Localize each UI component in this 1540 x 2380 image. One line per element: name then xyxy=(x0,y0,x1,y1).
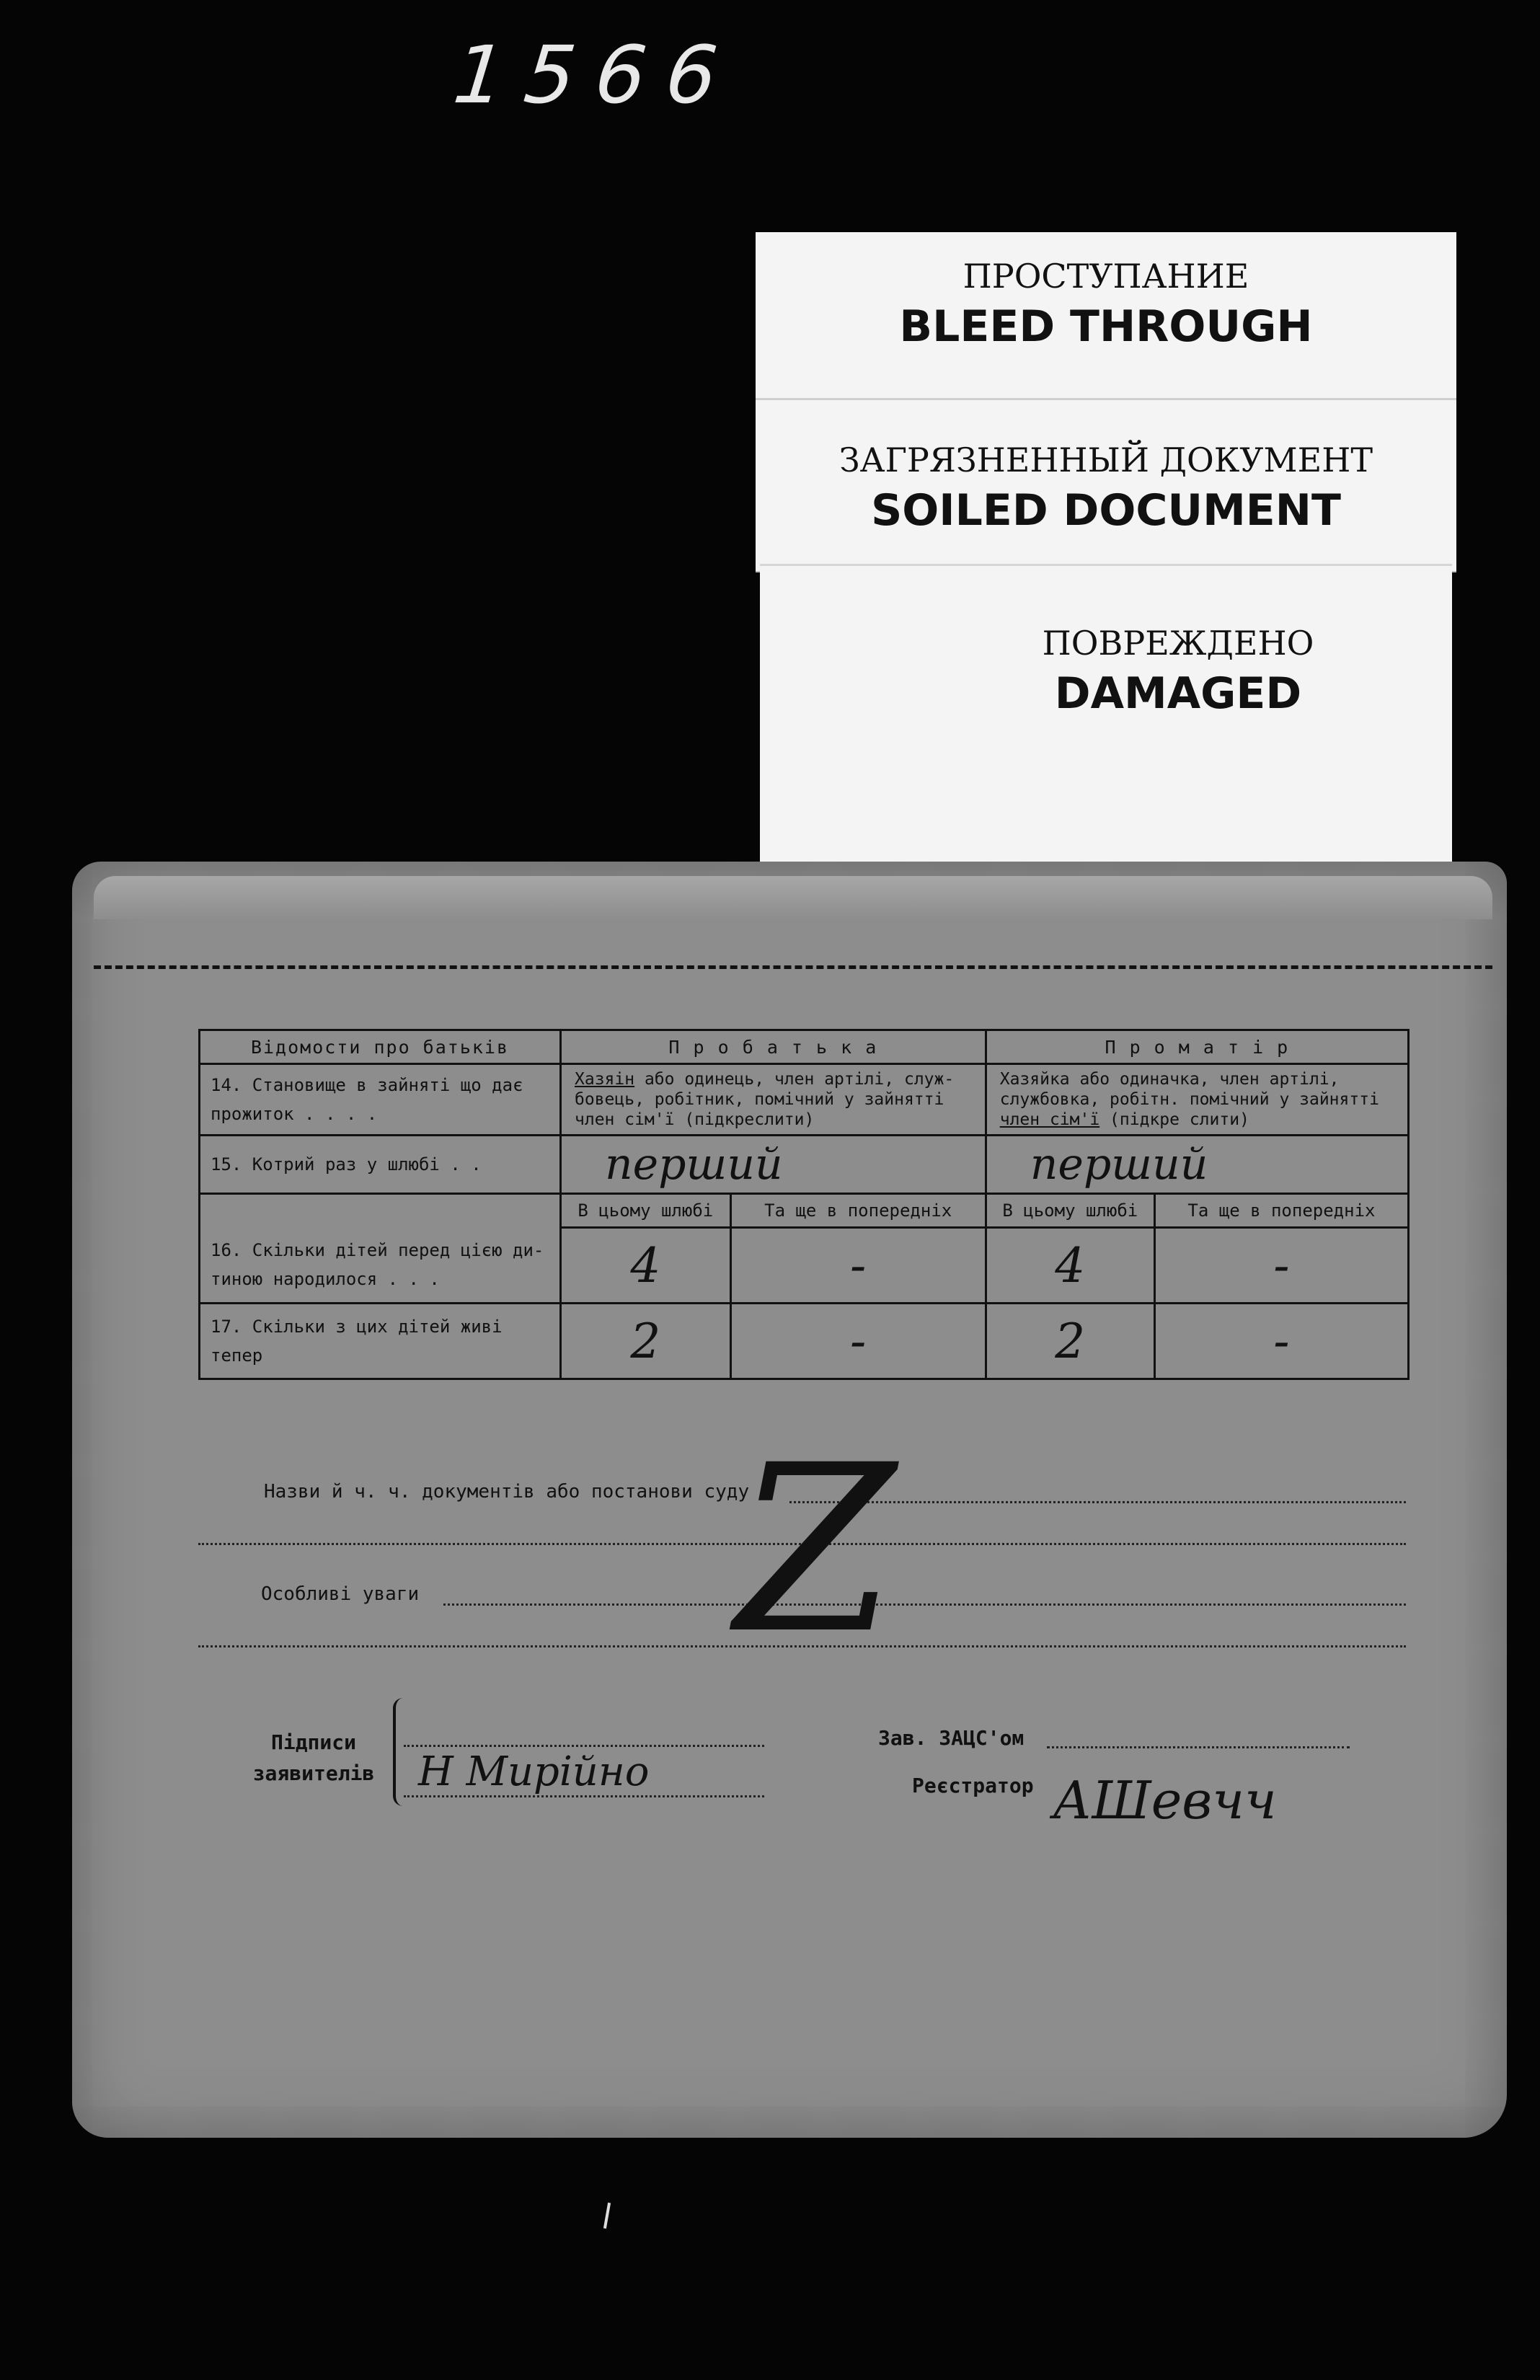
signature-line-2 xyxy=(404,1795,764,1797)
applicant-signature: Н Мирійно xyxy=(418,1748,650,1795)
selected-option: член сім'ї xyxy=(999,1110,1100,1129)
header-mother: П р о м а т і р xyxy=(986,1030,1408,1064)
row-16-label xyxy=(200,1228,561,1304)
table-row xyxy=(200,1064,1409,1136)
label-line: 16. Скільки дітей перед цією ди- xyxy=(211,1240,544,1261)
bleed-through-label xyxy=(756,232,1456,402)
applicants-label xyxy=(242,1730,386,1785)
label-line: Підписи xyxy=(270,1730,356,1754)
label-ru: ЗАГРЯЗНЕННЫЙ ДОКУМЕНТ xyxy=(838,441,1373,479)
label-line: 14. Становище в зайняті що дає xyxy=(211,1075,523,1095)
damaged-label xyxy=(760,564,1452,875)
fold-line xyxy=(94,965,1492,969)
documents-label: Назви й ч. ч. документів або постанови суду xyxy=(264,1481,750,1503)
label-en: DAMAGED xyxy=(1054,668,1302,719)
table-subheader-row xyxy=(200,1194,1409,1228)
notes-line xyxy=(443,1603,1406,1606)
registry-head-label: Зав. ЗАЦС'ом xyxy=(878,1726,1025,1750)
row-15-label: 15. Котрий раз у шлюбі . . xyxy=(200,1136,561,1194)
soiled-document-label xyxy=(756,398,1456,571)
table-header-row xyxy=(200,1030,1409,1064)
row-16-mother-previous: - xyxy=(1154,1228,1408,1304)
row-17-mother-current: 2 xyxy=(986,1304,1154,1379)
option-text: Хазяйка або одиначка, член артілі, службовка, робітн. помічний у зайнятті xyxy=(999,1070,1379,1109)
table-row xyxy=(200,1136,1409,1194)
row-15-mother: перший xyxy=(986,1136,1408,1194)
row-16-mother-current: 4 xyxy=(986,1228,1154,1304)
label-en: SOILED DOCUMENT xyxy=(871,485,1341,536)
row-14-father xyxy=(561,1064,986,1136)
label-line: тиною народилося . . . xyxy=(211,1269,440,1290)
row-14-label xyxy=(200,1064,561,1136)
row-17-mother-previous: - xyxy=(1154,1304,1408,1379)
row-15-father: перший xyxy=(561,1136,986,1194)
label-line: прожиток . . . . xyxy=(211,1104,378,1124)
label-en: BLEED THROUGH xyxy=(899,301,1313,352)
brace xyxy=(393,1698,403,1806)
row-17-label: 17. Скільки з цих дітей живі тепер xyxy=(200,1304,561,1379)
row-17-father-previous: - xyxy=(730,1304,986,1379)
row-16-father-previous: - xyxy=(730,1228,986,1304)
registrar-label: Реєстратор xyxy=(912,1774,1034,1797)
subheader-mother-previous: Та ще в попередніх xyxy=(1154,1194,1408,1228)
selected-option: Хазяін xyxy=(575,1070,635,1089)
registrar-signature: АШевчч xyxy=(1053,1770,1277,1831)
label-ru: ПОВРЕЖДЕНО xyxy=(1042,624,1314,663)
head-line xyxy=(1047,1746,1350,1748)
empty-cell xyxy=(200,1194,561,1228)
label-line: заявителів xyxy=(252,1761,375,1785)
frame-number: 1566 xyxy=(449,29,742,121)
option-text: (підкре слити) xyxy=(1099,1110,1249,1129)
subheader-mother-current: В цьому шлюбі xyxy=(986,1194,1154,1228)
header-father: П р о б а т ь к а xyxy=(561,1030,986,1064)
row-16-father-current: 4 xyxy=(561,1228,731,1304)
row-17-father-current: 2 xyxy=(561,1304,731,1379)
cross-out-mark: Z xyxy=(735,1416,896,1684)
subheader-father-current: В цьому шлюбі xyxy=(561,1194,731,1228)
signature-line xyxy=(404,1745,764,1747)
option-text: або одинець, член артілі, служ-бовець, робітник, помічний у зайнятті член сім'ї (підкреслити) xyxy=(575,1070,955,1129)
subheader-father-previous: Та ще в попередніх xyxy=(730,1194,986,1228)
table-row xyxy=(200,1228,1409,1304)
stray-mark xyxy=(603,2203,611,2229)
header-info: Відомости про батьків xyxy=(200,1030,561,1064)
parents-info-table xyxy=(198,1029,1410,1380)
row-14-mother xyxy=(986,1064,1408,1136)
table-row xyxy=(200,1304,1409,1379)
notes-label: Особливі уваги xyxy=(261,1583,420,1605)
label-ru: ПРОСТУПАНИЕ xyxy=(962,257,1249,296)
